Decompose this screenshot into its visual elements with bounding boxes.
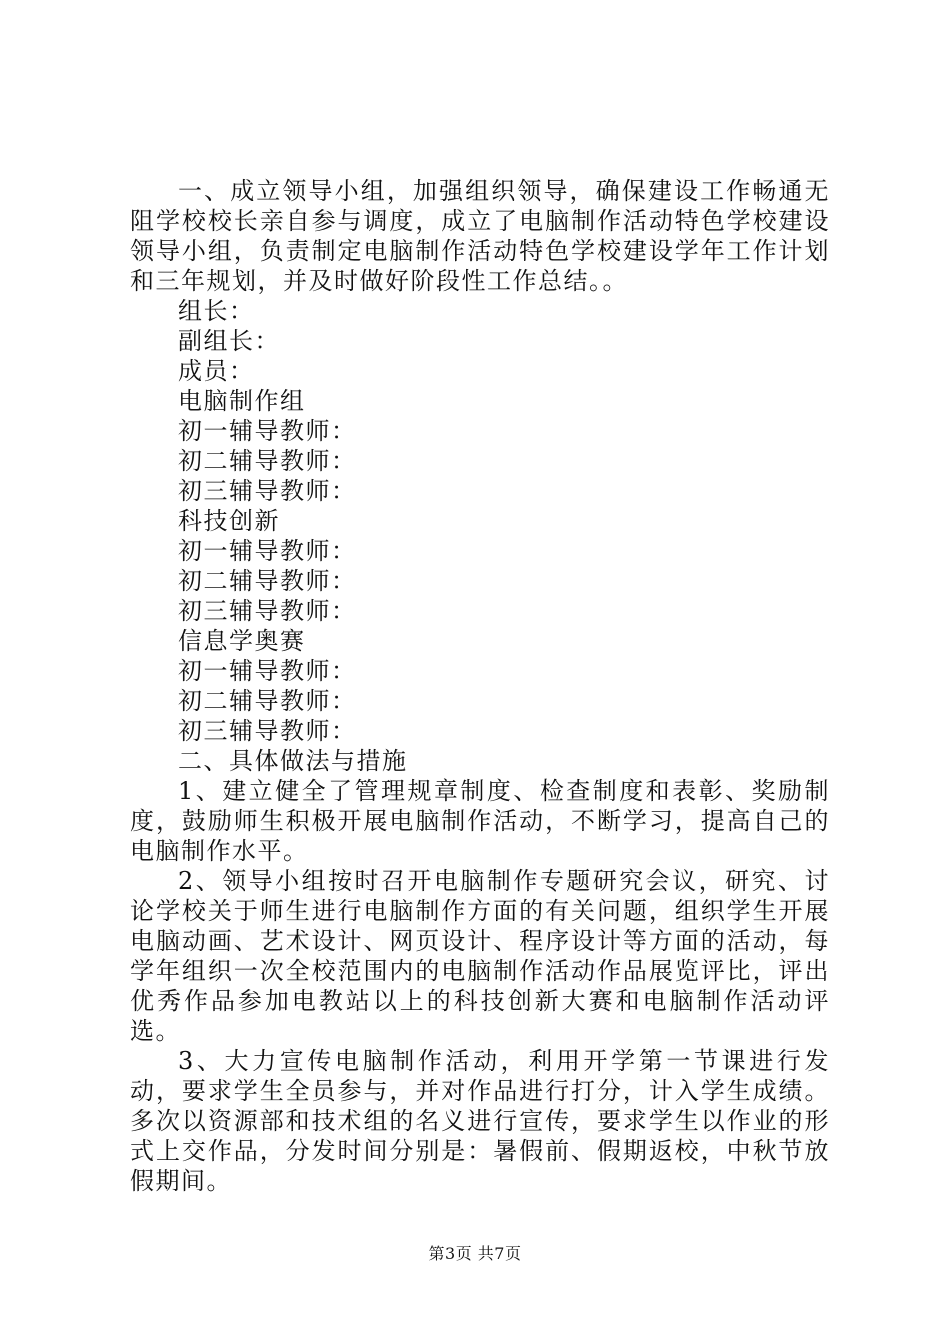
document-line: 初二辅导教师：: [178, 447, 357, 475]
document-line: 电脑制作组: [178, 387, 306, 415]
page-footer: 第3页 共7页: [428, 1244, 522, 1263]
document-line: 组长：: [178, 297, 255, 325]
document-line: 初三辅导教师：: [178, 717, 357, 745]
document-line: 成员：: [178, 357, 255, 385]
document-paragraph: 2、领导小组按时召开电脑制作专题研究会议，研究、讨论学校关于师生进行电脑制作方面的有关问题，组织学生开展电脑动画、艺术设计、网页设计、程序设计等方面的活动，每学年组织一次全校范围内的电脑制作活动作品展览评比，评出优秀作品参加电教站以上的科技创新大赛和电脑制作活动评选。: [130, 867, 830, 1045]
document-body: [130, 176, 830, 1196]
document-line: 初一辅导教师：: [178, 417, 357, 445]
document-line: 初二辅导教师：: [178, 687, 357, 715]
document-line: 初三辅导教师：: [178, 597, 357, 625]
document-line: 副组长：: [178, 327, 280, 355]
document-paragraph: 3、大力宣传电脑制作活动，利用开学第一节课进行发动，要求学生全员参与，并对作品进行打分，计入学生成绩。多次以资源部和技术组的名义进行宣传，要求学生以作业的形式上交作品，分发时间分别是：暑假前、假期返校，中秋节放假期间。: [130, 1047, 830, 1195]
document-paragraph: 一、成立领导小组，加强组织领导，确保建设工作畅通无阻学校校长亲自参与调度，成立了电脑制作活动特色学校建设领导小组，负责制定电脑制作活动特色学校建设学年工作计划和三年规划，并及时做好阶段性工作总结。。: [130, 177, 830, 295]
document-paragraph: 1、建立健全了管理规章制度、检查制度和表彰、奖励制度，鼓励师生积极开展电脑制作活动，不断学习，提高自己的电脑制作水平。: [130, 777, 830, 865]
document-line: 初一辅导教师：: [178, 537, 357, 565]
document-line: 初二辅导教师：: [178, 567, 357, 595]
document-line: 科技创新: [178, 507, 280, 535]
document-line: 信息学奥赛: [178, 627, 306, 655]
document-line: 二、具体做法与措施: [178, 747, 408, 775]
document-line: 初一辅导教师：: [178, 657, 357, 685]
document-line: 初三辅导教师：: [178, 477, 357, 505]
